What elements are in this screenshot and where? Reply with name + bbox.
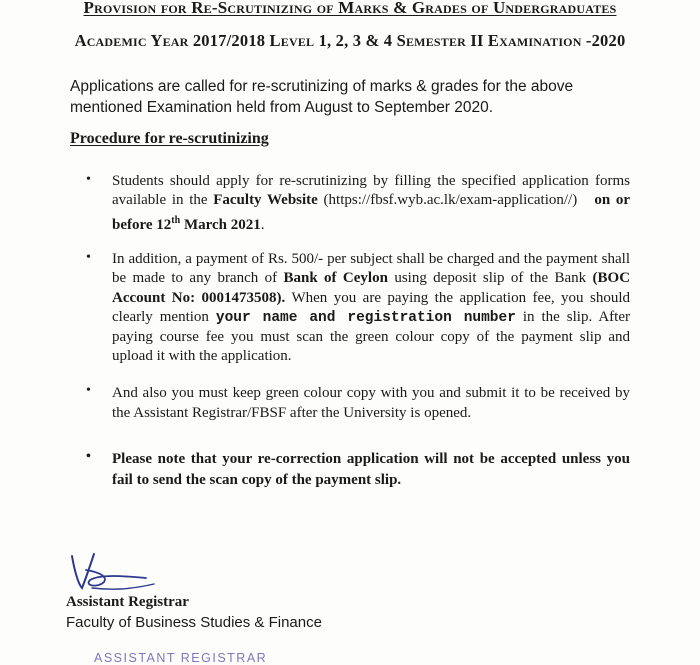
signer-title: Assistant Registrar — [66, 594, 189, 610]
official-stamp: ASSISTANT REGISTRAR — [94, 651, 268, 665]
account-number: (BOC Account No: 0001473508). — [112, 270, 631, 306]
procedure-item-text: In addition, a payment of Rs. 500/- per subject shall be charged and the payment shall be made to any branch of Bank of Ceylon using deposit slip of the Bank (BOC Account No: 0001473508). When you are paying the application fee, you should clearly mention your name and registration number in the slip. After paying course fee you must scan the green colour copy of the payment slip and upload it with the application. — [112, 251, 631, 365]
intro-paragraph: Applications are called for re-scrutinizing of marks & grades for the above mentioned Examination held from August to September 2020. — [70, 78, 574, 116]
bullet-icon: • — [86, 449, 91, 464]
notice-title-text: Provision for Re-Scrutinizing of Marks & Grades of Undergraduates — [83, 0, 617, 17]
procedure-item-text: And also you must keep green colour copy with you and submit it to be received by the Assistant Registrar/FBSF after the University is opened. — [112, 385, 630, 421]
name-registration-note: your name and registration number — [215, 309, 516, 326]
notice-title — [0, 0, 700, 18]
bank-name: Bank of Ceylon — [283, 270, 388, 287]
bullet-icon: • — [86, 383, 91, 398]
signer-department: Faculty of Business Studies & Finance — [66, 614, 322, 631]
notice-subtitle: Academic Year 2017/2018 Level 1, 2, 3 & 4 Semester II Examination -2020 — [74, 31, 626, 50]
bullet-icon: • — [86, 172, 91, 187]
bullet-icon: • — [86, 250, 91, 265]
procedure-item-text: Please note that your re-correction application will not be accepted unless you fail to send the scan copy of the payment slip. — [112, 451, 630, 488]
application-url[interactable]: (https://fbsf.wyb.ac.lk/exam-application//) — [323, 192, 578, 209]
procedure-item-text: Students should apply for re-scrutinizing by filling the specified application forms available in the Faculty Website (https://fbsf.wyb.ac.lk/exam-application//) on or before 12th March 2021. — [112, 173, 631, 233]
signature-mark — [64, 548, 164, 598]
faculty-website-label: Faculty Website — [213, 192, 318, 209]
deadline: on or before 12th March 2021 — [112, 192, 631, 233]
procedure-heading: Procedure for re-scrutinizing — [70, 130, 269, 147]
